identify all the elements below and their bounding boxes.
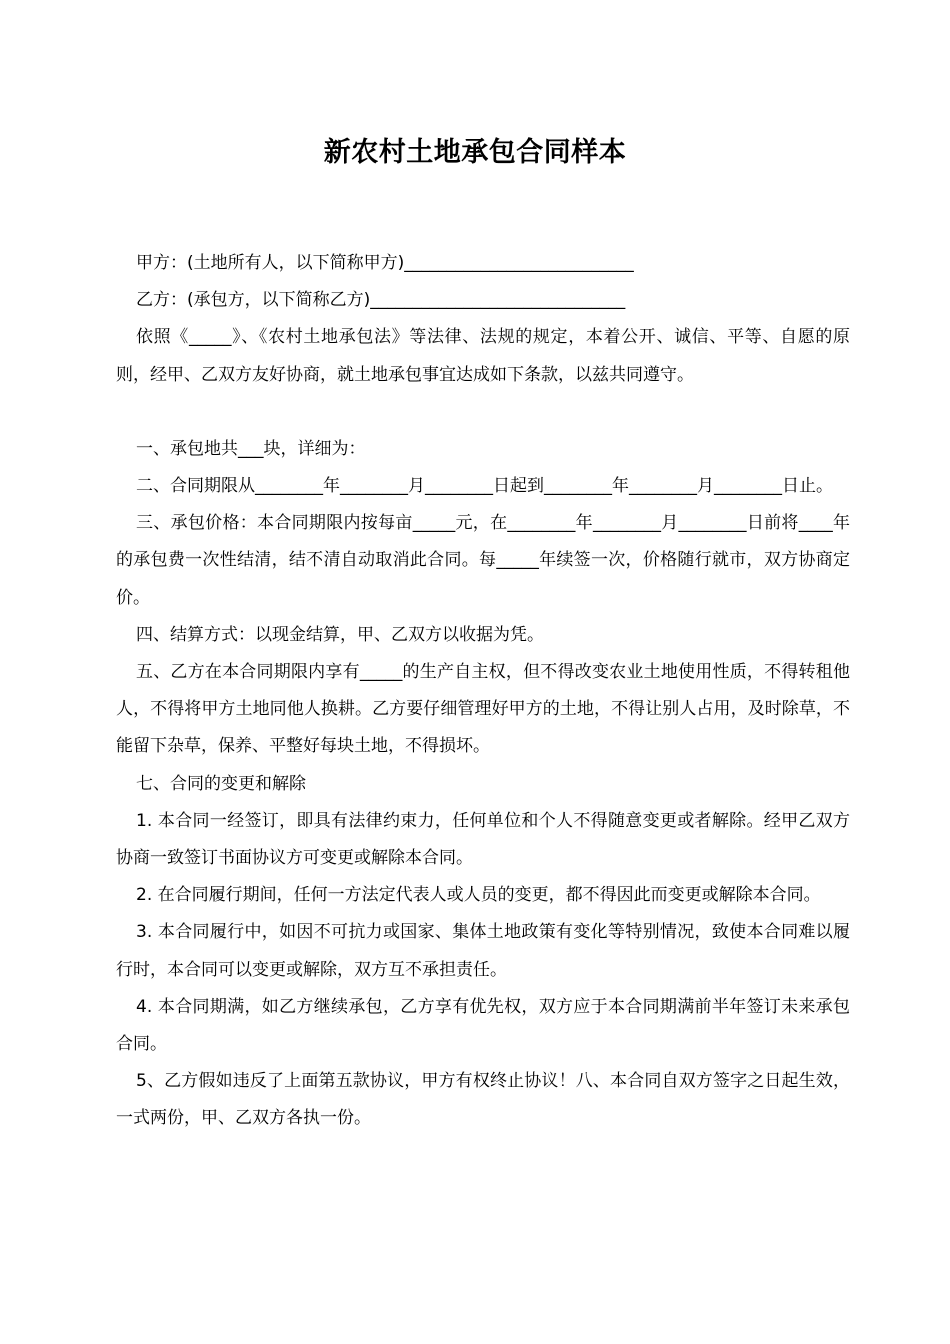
clause-7-heading: 七、合同的变更和解除 — [136, 773, 306, 794]
clause-7-item-3: 3. 本合同履行中，如因不可抗力或国家、集体土地政策有变化等特别情况，致使本合同难以履行时，本合同可以变更或解除，双方互不承担责任。 — [116, 922, 850, 980]
clause-7-item-5: 5、乙方假如违反了上面第五款协议，甲方有权终止协议！八、本合同自双方签字之日起生效，一式两份，甲、乙双方各执一份。 — [116, 1071, 850, 1129]
document-body — [116, 245, 850, 1138]
party-a-line: 甲方：(土地所有人，以下简称甲方)___________________________ — [136, 253, 634, 273]
clause-7-item-4: 4. 本合同期满，如乙方继续承包，乙方享有优先权，双方应于本合同期满前半年签订未来承包合同。 — [116, 996, 850, 1055]
clause-7-item-2: 2. 在合同履行期间，任何一方法定代表人或人员的变更，都不得因此而变更或解除本合同。 — [136, 885, 821, 906]
clause-5: 五、乙方在本合同期限内享有_____的生产自主权，但不得改变农业土地使用性质，不得转租他人，不得将甲方土地同他人换耕。乙方要仔细管理好甲方的土地，不得让别人占用，及时除草，不能留下杂草，保养、平整好每块土地，不得损坏。 — [116, 662, 850, 757]
clause-3: 三、承包价格：本合同期限内按每亩_____元，在________年________月________日前将____年的承包费一次性结清，结不清自动取消此合同。每_____年续签一次，价格随行就市，双方协商定价。 — [116, 513, 850, 608]
preamble-paragraph: 依照《_____》、《农村土地承包法》等法律、法规的规定，本着公开、诚信、平等、自愿的原则，经甲、乙双方友好协商，就土地承包事宜达成如下条款，以兹共同遵守。 — [116, 327, 850, 385]
clause-4: 四、结算方式：以现金结算，甲、乙双方以收据为凭。 — [136, 624, 544, 645]
party-b-line: 乙方：(承包方，以下简称乙方)______________________________ — [136, 290, 626, 311]
clause-2: 二、合同期限从________年________月________日起到________年________月________日止。 — [136, 476, 833, 497]
document-title: 新农村土地承包合同样本 — [323, 137, 627, 168]
clause-1: 一、承包地共___块，详细为： — [136, 438, 366, 459]
clause-7-item-1: 1. 本合同一经签订，即具有法律约束力，任何单位和个人不得随意变更或者解除。经甲乙双方协商一致签订书面协议方可变更或解除本合同。 — [116, 810, 850, 869]
paragraph-gap — [116, 394, 850, 431]
